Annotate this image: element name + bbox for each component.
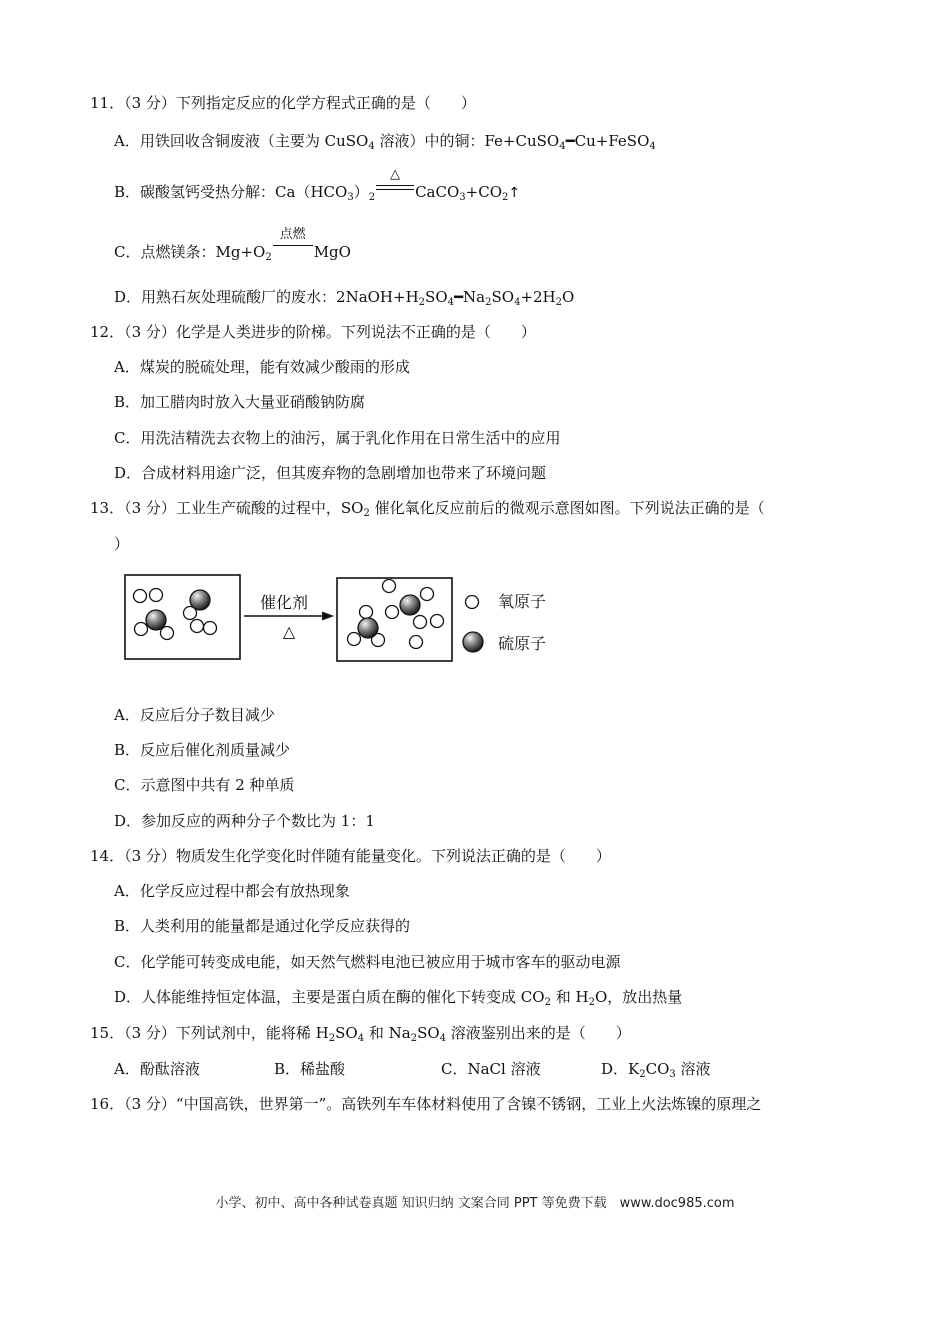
oxygen-atom xyxy=(383,580,396,593)
page-footer: 小学、初中、高中各种试卷真题 知识归纳 文案合同 PPT 等免费下载 www.doc985.com xyxy=(215,1196,735,1211)
reaction-diagram xyxy=(118,572,578,664)
q12-option-b: B．加工腊肉时放入大量亚硝酸钠防腐 xyxy=(114,393,366,411)
legend-sulfur-icon xyxy=(463,632,483,652)
q14-option-a: A．化学反应过程中都会有放热现象 xyxy=(114,882,350,900)
sulfur-atom xyxy=(146,610,166,630)
q12-option-a: A．煤炭的脱硫处理，能有效减少酸雨的形成 xyxy=(114,358,410,376)
q12-stem: 12．（3 分）化学是人类进步的阶梯。下列说法不正确的是（ ） xyxy=(90,323,536,341)
legend-oxygen-icon xyxy=(466,596,479,609)
q15-stem: 15．（3 分）下列试剂中，能将稀 $H_2SO_4$ 和 $Na_2SO_4$ 溶液鉴别出来的是（ ） xyxy=(90,1024,631,1044)
oxygen-atom xyxy=(431,615,444,628)
oxygen-atom xyxy=(135,623,148,636)
oxygen-atom xyxy=(386,606,399,619)
q14-option-c: C．化学能可转变成电能，如天然气燃料电池已被应用于城市客车的驱动电源 xyxy=(114,953,621,971)
before-molecules xyxy=(134,589,217,640)
oxygen-atom xyxy=(414,616,427,629)
q11-option-b: B．碳酸氢钙受热分解：$Ca(HCO_3)_2$ △ $CaCO_3+CO_2↑$ xyxy=(114,167,521,203)
q14-option-b: B．人类利用的能量都是通过化学反应获得的 xyxy=(114,917,411,935)
legend-sulfur-label: 硫原子 xyxy=(498,634,547,653)
oxygen-atom xyxy=(134,590,147,603)
q14-option-d: D．人体能维持恒定体温，主要是蛋白质在酶的催化下转变成 $CO_2$ 和 $H_2O$，放出热量 xyxy=(114,988,683,1008)
q15-option-c: C．NaCl 溶液 xyxy=(441,1060,541,1078)
q11-option-d: D．用熟石灰处理硫酸厂的废水：$2NaOH+H_2SO_4━Na_2SO_4+2H_2O$ xyxy=(114,288,575,308)
q15-option-b: B．稀盐酸 xyxy=(274,1060,346,1078)
q11-option-c: C．点燃镁条：$Mg+O_2$ 点燃 MgO xyxy=(114,227,351,263)
q13-option-a: A．反应后分子数目减少 xyxy=(114,706,275,724)
q13-option-b: B．反应后催化剂质量减少 xyxy=(114,741,291,759)
oxygen-atom xyxy=(348,633,361,646)
legend-oxygen-label: 氧原子 xyxy=(498,592,547,611)
q15-option-a: A．酚酞溶液 xyxy=(114,1060,200,1078)
q11-stem: 11．（3 分）下列指定反应的化学方程式正确的是（ ） xyxy=(90,94,476,112)
heat-label: △ xyxy=(282,622,296,641)
q12-option-c: C．用洗洁精洗去衣物上的油污，属于乳化作用在日常生活中的应用 xyxy=(114,429,561,447)
oxygen-atom xyxy=(360,606,373,619)
q13-option-d: D．参加反应的两种分子个数比为 1：1 xyxy=(114,812,375,830)
q13-stem: 13．（3 分）工业生产硫酸的过程中，$SO_2$ 催化氧化反应前后的微观示意图如图。下列说法正确的是（ xyxy=(90,499,765,519)
oxygen-atom xyxy=(150,589,163,602)
before-box xyxy=(125,575,240,659)
heat-condition: △ xyxy=(376,183,414,203)
oxygen-atom xyxy=(410,636,423,649)
q13-option-c: C．示意图中共有 2 种单质 xyxy=(114,776,295,794)
q14-stem: 14．（3 分）物质发生化学变化时伴随有能量变化。下列说法正确的是（ ） xyxy=(90,847,611,865)
oxygen-atom xyxy=(421,588,434,601)
catalyst-label: 催化剂 xyxy=(259,593,309,612)
q12-option-d: D．合成材料用途广泛，但其废弃物的急剧增加也带来了环境问题 xyxy=(114,464,547,482)
q13-stem-cont: ） xyxy=(114,535,130,553)
sulfur-atom xyxy=(190,590,210,610)
oxygen-atom xyxy=(191,620,204,633)
q15-option-d: D．$K_2CO_3$ 溶液 xyxy=(601,1060,711,1080)
oxygen-atom xyxy=(204,622,217,635)
sulfur-atom xyxy=(400,595,420,615)
q16-stem: 16．（3 分）“中国高铁，世界第一”。高铁列车车体材料使用了含镍不锈钢，工业上火法炼镍的原理之 xyxy=(90,1095,762,1113)
sulfur-atom xyxy=(358,618,378,638)
q11-option-a: A．用铁回收含铜废液（主要为 CuSO$_4$ 溶液）中的铜：Fe+CuSO$_4$━Cu+FeSO$_4$ xyxy=(114,132,656,152)
after-molecules xyxy=(348,580,444,649)
ignite-condition: 点燃 xyxy=(273,243,313,263)
